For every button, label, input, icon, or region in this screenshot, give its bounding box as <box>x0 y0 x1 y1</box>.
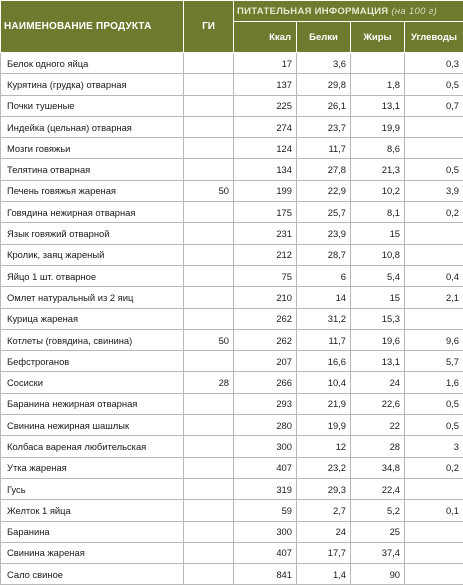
header-gi: ГИ <box>184 1 234 53</box>
product-name-cell: Мозги говяжьи <box>1 138 184 159</box>
product-name-cell: Утка жареная <box>1 457 184 478</box>
product-name-cell: Говядина нежирная отварная <box>1 202 184 223</box>
product-name-cell: Баранина нежирная отварная <box>1 393 184 414</box>
product-name-cell: Индейка (цельная) отварная <box>1 116 184 137</box>
kcal-cell: 300 <box>234 521 297 542</box>
gi-cell <box>184 159 234 180</box>
protein-cell: 1,4 <box>297 564 351 585</box>
kcal-cell: 262 <box>234 308 297 329</box>
table-row <box>1 265 463 286</box>
table-row <box>1 244 463 265</box>
gi-cell <box>184 138 234 159</box>
product-name-cell: Свинина жареная <box>1 542 184 563</box>
protein-cell: 12 <box>297 436 351 457</box>
table-body <box>1 53 463 585</box>
carbs-cell: 5,7 <box>405 351 463 372</box>
gi-cell <box>184 415 234 436</box>
protein-cell: 26,1 <box>297 95 351 116</box>
fat-cell: 1,8 <box>351 74 405 95</box>
kcal-cell: 319 <box>234 478 297 499</box>
table-row <box>1 308 463 329</box>
fat-cell: 10,8 <box>351 244 405 265</box>
carbs-cell: 9,6 <box>405 329 463 350</box>
carbs-cell: 3,9 <box>405 180 463 201</box>
protein-cell: 22,9 <box>297 180 351 201</box>
protein-cell: 21,9 <box>297 393 351 414</box>
fat-cell <box>351 53 405 74</box>
header-nutrition-unit: (на 100 г) <box>391 6 437 17</box>
kcal-cell: 207 <box>234 351 297 372</box>
protein-cell: 24 <box>297 521 351 542</box>
protein-cell: 16,6 <box>297 351 351 372</box>
kcal-cell: 137 <box>234 74 297 95</box>
kcal-cell: 262 <box>234 329 297 350</box>
product-name-cell: Баранина <box>1 521 184 542</box>
protein-cell: 19,9 <box>297 415 351 436</box>
carbs-cell: 0,5 <box>405 393 463 414</box>
carbs-cell: 2,1 <box>405 287 463 308</box>
table-row <box>1 74 463 95</box>
table-row <box>1 116 463 137</box>
product-name-cell: Телятина отварная <box>1 159 184 180</box>
carbs-cell <box>405 223 463 244</box>
carbs-cell <box>405 116 463 137</box>
fat-cell: 19,9 <box>351 116 405 137</box>
carbs-cell <box>405 138 463 159</box>
gi-cell <box>184 393 234 414</box>
table-row <box>1 223 463 244</box>
carbs-cell <box>405 521 463 542</box>
header-nutrition-info <box>234 1 463 22</box>
protein-cell: 27,8 <box>297 159 351 180</box>
gi-cell <box>184 521 234 542</box>
gi-cell <box>184 308 234 329</box>
protein-cell: 23,7 <box>297 116 351 137</box>
fat-cell: 15 <box>351 223 405 244</box>
table-row <box>1 202 463 223</box>
product-name-cell: Сало свиное <box>1 564 184 585</box>
fat-cell: 19,6 <box>351 329 405 350</box>
gi-cell <box>184 202 234 223</box>
carbs-cell <box>405 478 463 499</box>
fat-cell: 21,3 <box>351 159 405 180</box>
gi-cell: 50 <box>184 180 234 201</box>
protein-cell: 31,2 <box>297 308 351 329</box>
protein-cell: 14 <box>297 287 351 308</box>
table-row <box>1 478 463 499</box>
protein-cell: 11,7 <box>297 138 351 159</box>
protein-cell: 29,3 <box>297 478 351 499</box>
product-name-cell: Печень говяжья жареная <box>1 180 184 201</box>
fat-cell: 15,3 <box>351 308 405 329</box>
gi-cell <box>184 436 234 457</box>
fat-cell: 24 <box>351 372 405 393</box>
gi-cell <box>184 287 234 308</box>
carbs-cell: 0,2 <box>405 202 463 223</box>
product-name-cell: Котлеты (говядина, свинина) <box>1 329 184 350</box>
protein-cell: 23,9 <box>297 223 351 244</box>
protein-cell: 11,7 <box>297 329 351 350</box>
kcal-cell: 274 <box>234 116 297 137</box>
carbs-cell: 0,3 <box>405 53 463 74</box>
protein-cell: 25,7 <box>297 202 351 223</box>
protein-cell: 2,7 <box>297 500 351 521</box>
table-row <box>1 95 463 116</box>
carbs-cell: 3 <box>405 436 463 457</box>
kcal-cell: 231 <box>234 223 297 244</box>
protein-cell: 28,7 <box>297 244 351 265</box>
product-name-cell: Язык говяжий отварной <box>1 223 184 244</box>
protein-cell: 23,2 <box>297 457 351 478</box>
product-name-cell: Бефстроганов <box>1 351 184 372</box>
table-row <box>1 372 463 393</box>
fat-cell: 22,4 <box>351 478 405 499</box>
protein-cell: 29,8 <box>297 74 351 95</box>
product-name-cell: Омлет натуральный из 2 яиц <box>1 287 184 308</box>
table-row <box>1 521 463 542</box>
header-product-name: НАИМЕНОВАНИЕ ПРОДУКТА <box>1 1 184 53</box>
carbs-cell: 1,6 <box>405 372 463 393</box>
product-name-cell: Кролик, заяц жареный <box>1 244 184 265</box>
product-name-cell: Курятина (грудка) отварная <box>1 74 184 95</box>
kcal-cell: 134 <box>234 159 297 180</box>
kcal-cell: 210 <box>234 287 297 308</box>
gi-cell: 50 <box>184 329 234 350</box>
gi-cell <box>184 95 234 116</box>
product-name-cell: Сосиски <box>1 372 184 393</box>
gi-cell <box>184 74 234 95</box>
gi-cell <box>184 53 234 74</box>
gi-cell <box>184 116 234 137</box>
kcal-cell: 280 <box>234 415 297 436</box>
protein-cell: 17,7 <box>297 542 351 563</box>
table-row <box>1 287 463 308</box>
carbs-cell: 0,7 <box>405 95 463 116</box>
carbs-cell <box>405 244 463 265</box>
gi-cell <box>184 265 234 286</box>
protein-cell: 3,6 <box>297 53 351 74</box>
fat-cell: 37,4 <box>351 542 405 563</box>
fat-cell: 15 <box>351 287 405 308</box>
table-row <box>1 564 463 585</box>
protein-cell: 10,4 <box>297 372 351 393</box>
kcal-cell: 300 <box>234 436 297 457</box>
fat-cell: 5,4 <box>351 265 405 286</box>
header-carbs: Углеводы <box>405 22 463 53</box>
kcal-cell: 199 <box>234 180 297 201</box>
gi-cell <box>184 244 234 265</box>
gi-cell <box>184 542 234 563</box>
kcal-cell: 407 <box>234 457 297 478</box>
fat-cell: 10,2 <box>351 180 405 201</box>
fat-cell: 28 <box>351 436 405 457</box>
protein-cell: 6 <box>297 265 351 286</box>
table-row <box>1 351 463 372</box>
product-name-cell: Почки тушеные <box>1 95 184 116</box>
product-name-cell: Яйцо 1 шт. отварное <box>1 265 184 286</box>
carbs-cell <box>405 542 463 563</box>
table-row <box>1 393 463 414</box>
fat-cell: 8,1 <box>351 202 405 223</box>
product-name-cell: Свинина нежирная шашлык <box>1 415 184 436</box>
fat-cell: 22 <box>351 415 405 436</box>
product-name-cell: Гусь <box>1 478 184 499</box>
table-row <box>1 542 463 563</box>
table-row <box>1 500 463 521</box>
kcal-cell: 225 <box>234 95 297 116</box>
fat-cell: 8,6 <box>351 138 405 159</box>
header-protein: Белки <box>297 22 351 53</box>
fat-cell: 5,2 <box>351 500 405 521</box>
table-row <box>1 436 463 457</box>
carbs-cell <box>405 564 463 585</box>
fat-cell: 13,1 <box>351 351 405 372</box>
table-row <box>1 138 463 159</box>
carbs-cell <box>405 308 463 329</box>
header-nutrition-title: ПИТАТЕЛЬНАЯ ИНФОРМАЦИЯ <box>237 6 388 17</box>
carbs-cell: 0,5 <box>405 159 463 180</box>
gi-cell <box>184 500 234 521</box>
table-row <box>1 329 463 350</box>
header-fat: Жиры <box>351 22 405 53</box>
fat-cell: 13,1 <box>351 95 405 116</box>
gi-cell <box>184 223 234 244</box>
fat-cell: 22,6 <box>351 393 405 414</box>
product-name-cell: Белок одного яйца <box>1 53 184 74</box>
carbs-cell: 0,5 <box>405 74 463 95</box>
kcal-cell: 124 <box>234 138 297 159</box>
table-row <box>1 415 463 436</box>
kcal-cell: 17 <box>234 53 297 74</box>
table-row <box>1 159 463 180</box>
gi-cell <box>184 351 234 372</box>
carbs-cell: 0,1 <box>405 500 463 521</box>
table-row <box>1 180 463 201</box>
kcal-cell: 266 <box>234 372 297 393</box>
kcal-cell: 175 <box>234 202 297 223</box>
carbs-cell: 0,2 <box>405 457 463 478</box>
kcal-cell: 59 <box>234 500 297 521</box>
carbs-cell: 0,5 <box>405 415 463 436</box>
fat-cell: 90 <box>351 564 405 585</box>
kcal-cell: 407 <box>234 542 297 563</box>
gi-cell: 28 <box>184 372 234 393</box>
gi-cell <box>184 457 234 478</box>
fat-cell: 34,8 <box>351 457 405 478</box>
gi-cell <box>184 564 234 585</box>
table-row <box>1 457 463 478</box>
kcal-cell: 212 <box>234 244 297 265</box>
fat-cell: 25 <box>351 521 405 542</box>
carbs-cell: 0,4 <box>405 265 463 286</box>
kcal-cell: 841 <box>234 564 297 585</box>
product-name-cell: Желток 1 яйца <box>1 500 184 521</box>
kcal-cell: 75 <box>234 265 297 286</box>
table-header <box>1 1 463 53</box>
kcal-cell: 293 <box>234 393 297 414</box>
product-name-cell: Курица жареная <box>1 308 184 329</box>
table-row <box>1 53 463 74</box>
gi-cell <box>184 478 234 499</box>
header-kcal: Ккал <box>234 22 297 53</box>
product-name-cell: Колбаса вареная любительская <box>1 436 184 457</box>
